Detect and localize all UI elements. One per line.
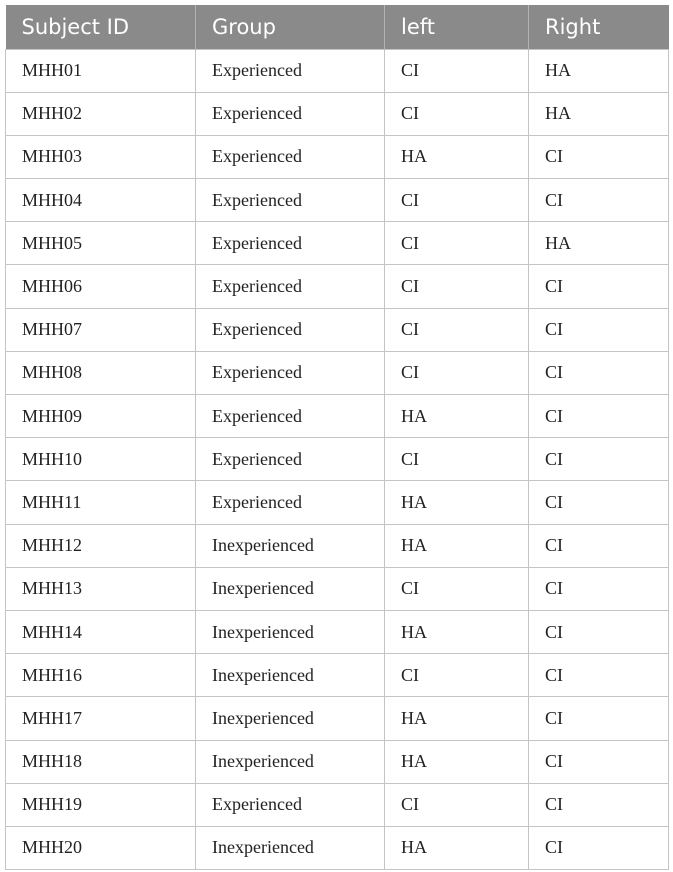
table-row bbox=[6, 567, 669, 610]
cell-subject-id: MHH10 bbox=[6, 438, 196, 481]
table-body bbox=[6, 49, 669, 870]
cell-group: Experienced bbox=[196, 49, 385, 92]
table-row bbox=[6, 783, 669, 826]
table-row bbox=[6, 265, 669, 308]
table-row bbox=[6, 308, 669, 351]
cell-group: Experienced bbox=[196, 395, 385, 438]
table-row bbox=[6, 135, 669, 178]
cell-group: Experienced bbox=[196, 783, 385, 826]
table-row bbox=[6, 481, 669, 524]
cell-group: Experienced bbox=[196, 481, 385, 524]
table-row bbox=[6, 438, 669, 481]
cell-subject-id: MHH13 bbox=[6, 567, 196, 610]
cell-left: HA bbox=[385, 610, 529, 653]
cell-right: HA bbox=[529, 92, 669, 135]
header-row bbox=[6, 5, 669, 49]
table-row bbox=[6, 92, 669, 135]
cell-left: CI bbox=[385, 351, 529, 394]
cell-right: CI bbox=[529, 826, 669, 869]
cell-left: HA bbox=[385, 135, 529, 178]
cell-right: CI bbox=[529, 697, 669, 740]
cell-left: CI bbox=[385, 783, 529, 826]
table-row bbox=[6, 222, 669, 265]
cell-left: HA bbox=[385, 740, 529, 783]
cell-left: HA bbox=[385, 524, 529, 567]
cell-right: CI bbox=[529, 481, 669, 524]
table-row bbox=[6, 740, 669, 783]
cell-left: CI bbox=[385, 654, 529, 697]
cell-group: Experienced bbox=[196, 438, 385, 481]
cell-group: Experienced bbox=[196, 135, 385, 178]
cell-group: Experienced bbox=[196, 351, 385, 394]
cell-group: Experienced bbox=[196, 92, 385, 135]
cell-subject-id: MHH16 bbox=[6, 654, 196, 697]
header-right: Right bbox=[529, 5, 669, 49]
cell-right: CI bbox=[529, 610, 669, 653]
cell-subject-id: MHH12 bbox=[6, 524, 196, 567]
cell-group: Experienced bbox=[196, 222, 385, 265]
cell-left: HA bbox=[385, 697, 529, 740]
cell-group: Inexperienced bbox=[196, 697, 385, 740]
table-row bbox=[6, 826, 669, 869]
cell-left: HA bbox=[385, 826, 529, 869]
cell-left: CI bbox=[385, 438, 529, 481]
cell-subject-id: MHH09 bbox=[6, 395, 196, 438]
cell-subject-id: MHH18 bbox=[6, 740, 196, 783]
cell-group: Inexperienced bbox=[196, 610, 385, 653]
cell-subject-id: MHH20 bbox=[6, 826, 196, 869]
table-row bbox=[6, 395, 669, 438]
cell-group: Experienced bbox=[196, 265, 385, 308]
cell-subject-id: MHH19 bbox=[6, 783, 196, 826]
cell-right: CI bbox=[529, 783, 669, 826]
table-row bbox=[6, 654, 669, 697]
table-row bbox=[6, 179, 669, 222]
cell-subject-id: MHH06 bbox=[6, 265, 196, 308]
header-subject-id: Subject ID bbox=[6, 5, 196, 49]
cell-right: CI bbox=[529, 740, 669, 783]
cell-right: CI bbox=[529, 308, 669, 351]
table-row bbox=[6, 697, 669, 740]
cell-group: Inexperienced bbox=[196, 740, 385, 783]
header-group: Group bbox=[196, 5, 385, 49]
cell-right: HA bbox=[529, 49, 669, 92]
cell-subject-id: MHH04 bbox=[6, 179, 196, 222]
cell-right: CI bbox=[529, 395, 669, 438]
subject-table bbox=[5, 5, 669, 870]
cell-group: Inexperienced bbox=[196, 524, 385, 567]
cell-group: Inexperienced bbox=[196, 654, 385, 697]
cell-left: CI bbox=[385, 265, 529, 308]
cell-group: Experienced bbox=[196, 308, 385, 351]
cell-group: Inexperienced bbox=[196, 567, 385, 610]
cell-subject-id: MHH14 bbox=[6, 610, 196, 653]
cell-right: CI bbox=[529, 654, 669, 697]
cell-subject-id: MHH03 bbox=[6, 135, 196, 178]
cell-subject-id: MHH11 bbox=[6, 481, 196, 524]
cell-subject-id: MHH05 bbox=[6, 222, 196, 265]
table-header bbox=[6, 5, 669, 49]
cell-subject-id: MHH01 bbox=[6, 49, 196, 92]
cell-right: CI bbox=[529, 524, 669, 567]
cell-right: HA bbox=[529, 222, 669, 265]
cell-left: CI bbox=[385, 92, 529, 135]
table-row bbox=[6, 49, 669, 92]
cell-left: CI bbox=[385, 308, 529, 351]
table-row bbox=[6, 610, 669, 653]
cell-right: CI bbox=[529, 135, 669, 178]
cell-subject-id: MHH07 bbox=[6, 308, 196, 351]
cell-right: CI bbox=[529, 351, 669, 394]
cell-group: Experienced bbox=[196, 179, 385, 222]
cell-right: CI bbox=[529, 567, 669, 610]
cell-left: CI bbox=[385, 567, 529, 610]
cell-left: CI bbox=[385, 222, 529, 265]
cell-subject-id: MHH08 bbox=[6, 351, 196, 394]
cell-left: HA bbox=[385, 481, 529, 524]
cell-right: CI bbox=[529, 265, 669, 308]
header-left: left bbox=[385, 5, 529, 49]
cell-right: CI bbox=[529, 438, 669, 481]
table-row bbox=[6, 524, 669, 567]
cell-left: HA bbox=[385, 395, 529, 438]
cell-group: Inexperienced bbox=[196, 826, 385, 869]
cell-left: CI bbox=[385, 179, 529, 222]
table-row bbox=[6, 351, 669, 394]
cell-left: CI bbox=[385, 49, 529, 92]
cell-subject-id: MHH02 bbox=[6, 92, 196, 135]
cell-subject-id: MHH17 bbox=[6, 697, 196, 740]
cell-right: CI bbox=[529, 179, 669, 222]
